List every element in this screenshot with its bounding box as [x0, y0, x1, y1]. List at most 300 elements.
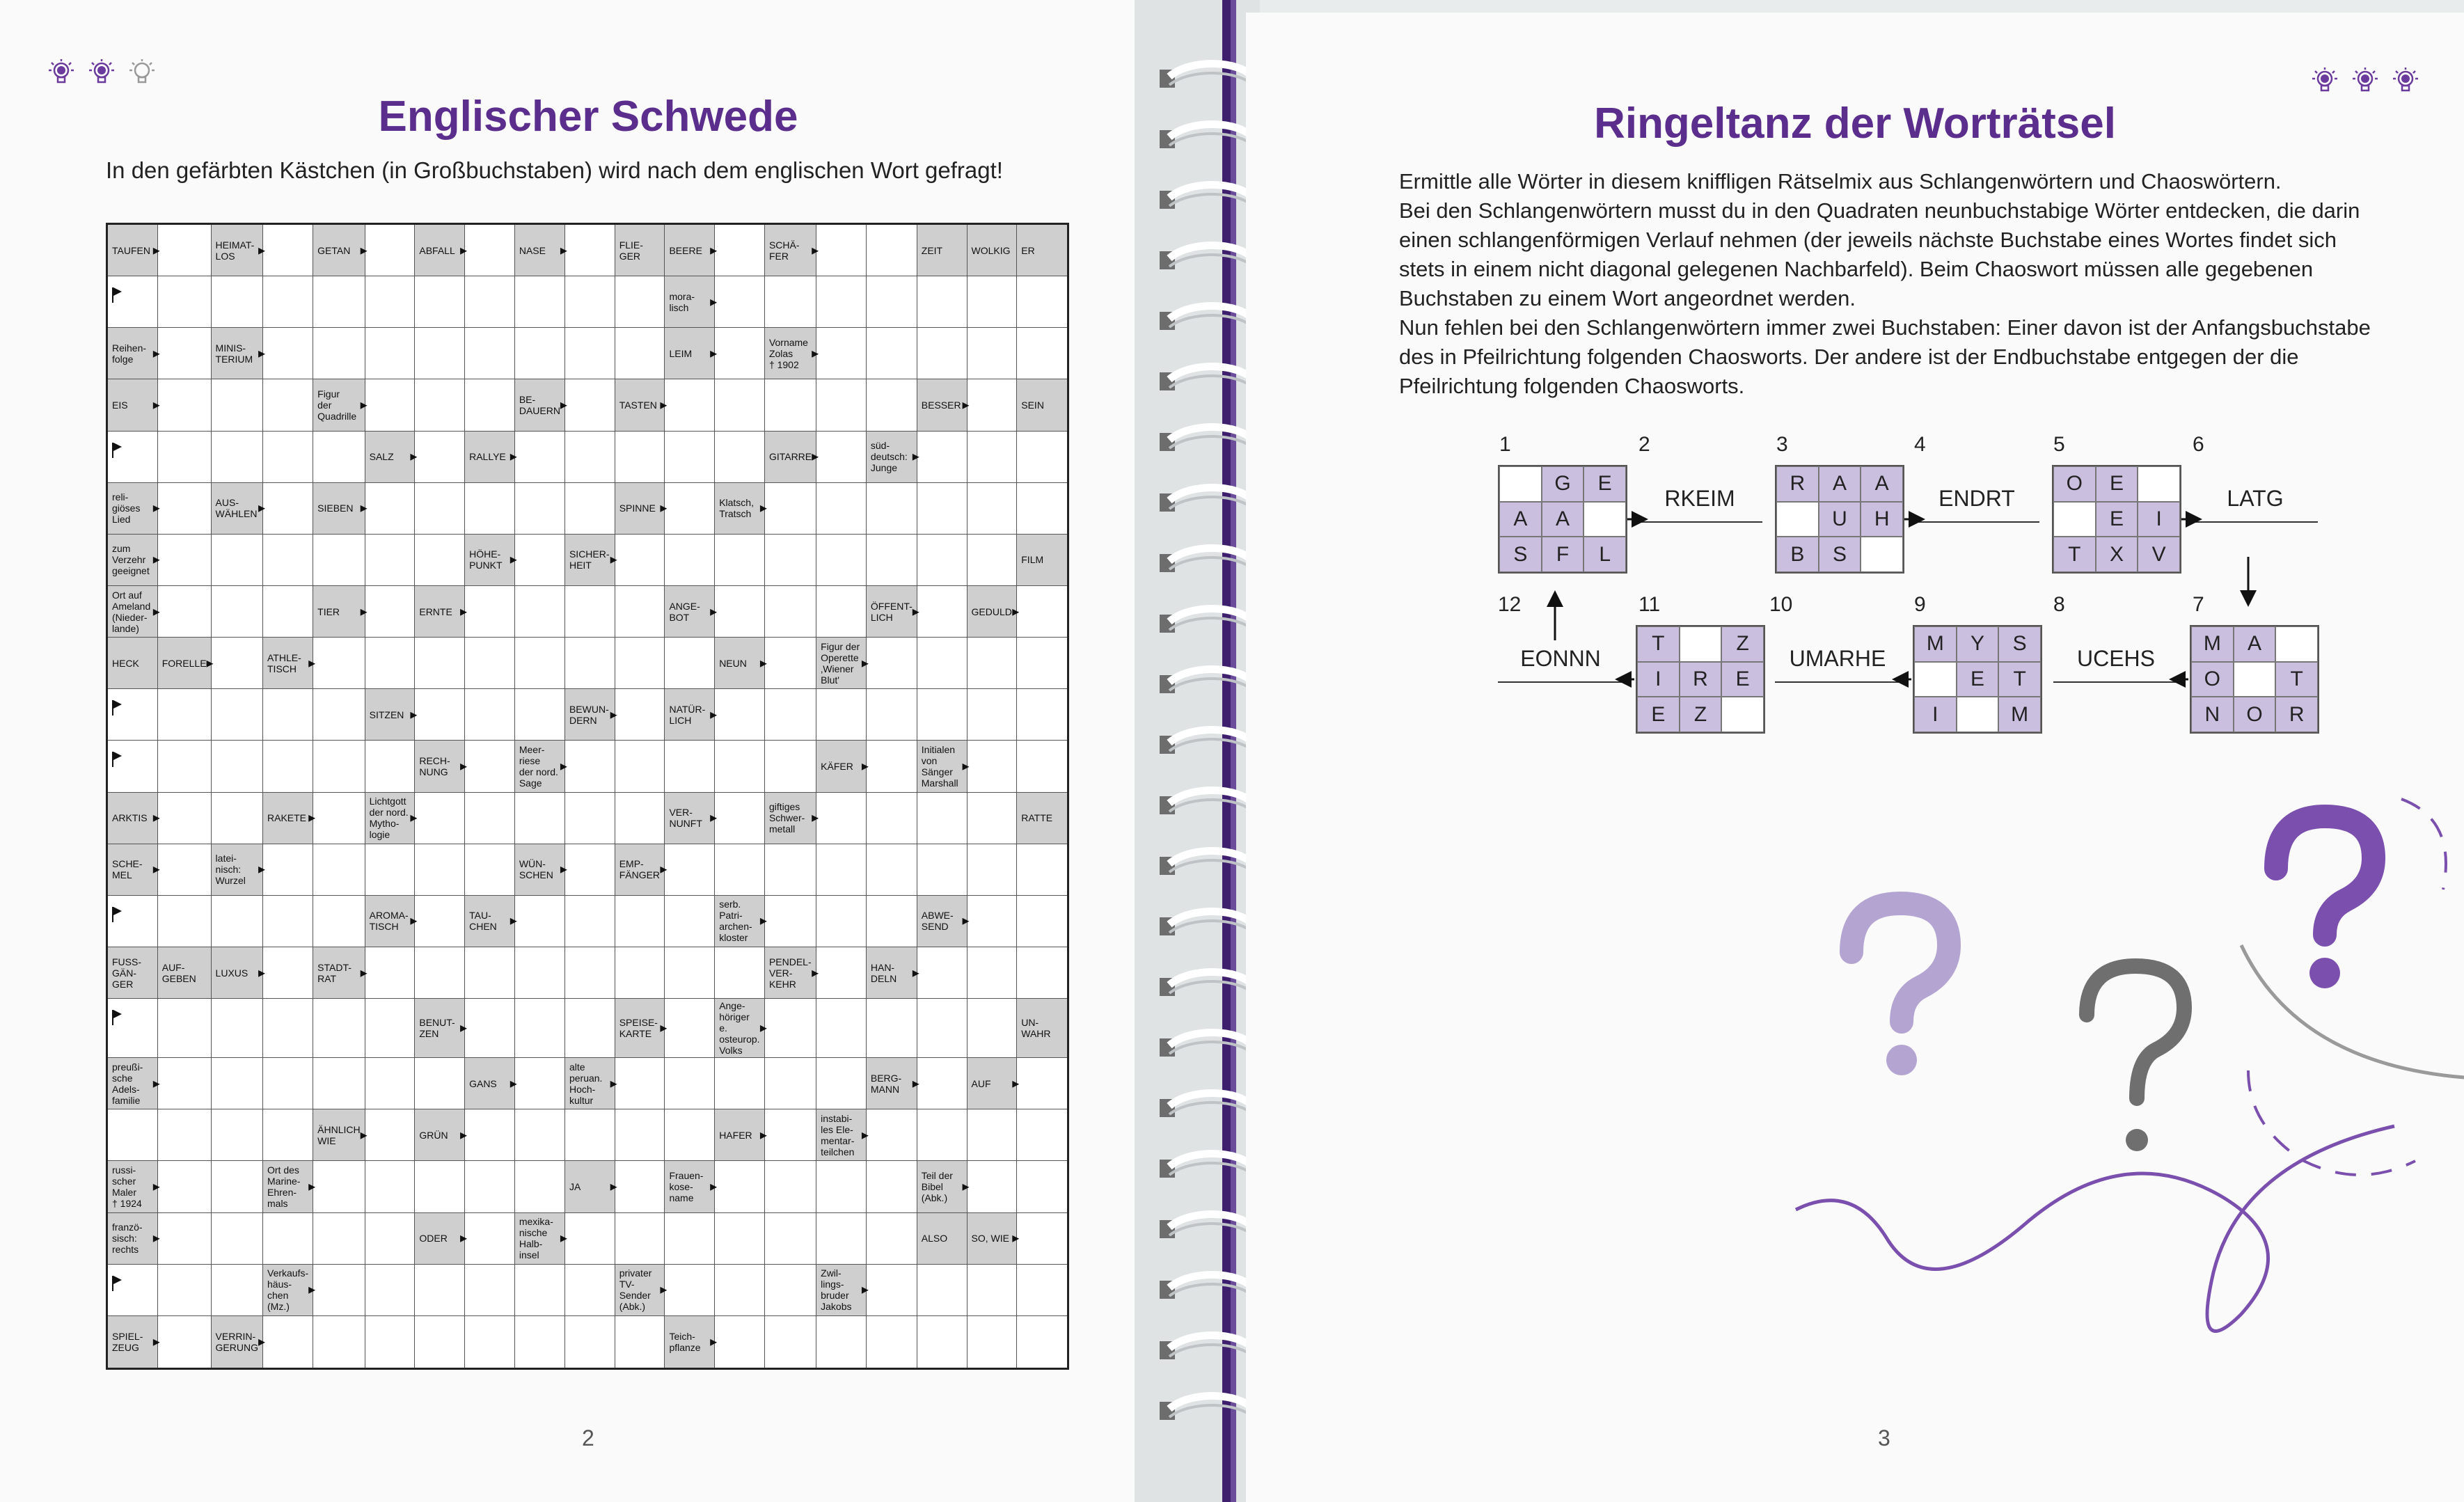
clue-cell: Vorname Zolas † 1902 ▸	[765, 328, 816, 379]
answer-cell	[263, 741, 313, 792]
answer-cell	[816, 328, 867, 379]
answer-cell	[212, 896, 263, 947]
answer-cell	[158, 741, 212, 792]
answer-cell	[212, 999, 263, 1058]
answer-cell	[365, 586, 416, 638]
answer-cell	[313, 689, 365, 741]
letter-cell: E	[1957, 662, 1999, 697]
arrow-right-icon: ▸	[410, 449, 418, 465]
answer-cell	[765, 896, 816, 947]
letter-cell: R	[2275, 697, 2318, 732]
letter-cell: S	[1819, 537, 1861, 572]
answer-cell	[415, 379, 465, 431]
letter-cell: A	[1542, 502, 1584, 537]
clue-cell: HECK	[108, 638, 158, 689]
answer-cell	[665, 379, 715, 431]
clue-cell: WÜN- SCHEN ▸	[515, 844, 565, 896]
answer-cell	[816, 689, 867, 741]
answer-cell	[263, 999, 313, 1058]
answer-cell	[765, 276, 816, 328]
answer-cell	[108, 276, 158, 328]
answer-cell	[765, 999, 816, 1058]
answer-cell	[665, 432, 715, 483]
answer-cell	[1017, 1265, 1067, 1316]
answer-cell	[108, 1265, 158, 1316]
answer-cell	[968, 1109, 1018, 1161]
clue-cell: ABWE- SEND ▸	[917, 896, 968, 947]
answer-cell	[665, 1109, 715, 1161]
clue-cell: mora- lisch ▸	[665, 276, 715, 328]
puzzle-number: 8	[2053, 593, 2065, 616]
arrow-right-icon: ▸	[812, 965, 819, 981]
clue-cell: reli- giöses Lied ▸	[108, 483, 158, 535]
arrow-right-icon: ▸	[360, 397, 368, 413]
answer-cell	[465, 999, 515, 1058]
answer-cell	[1017, 689, 1067, 741]
letter-cell: Z	[1680, 697, 1722, 732]
answer-cell	[313, 1213, 365, 1265]
arrow-right-icon: ▸	[962, 758, 970, 774]
letter-cell: I	[2138, 502, 2180, 537]
answer-cell	[515, 793, 565, 844]
instruction-text: In den gefärbten Kästchen (in Großbuchstaben) wird nach dem englischen Wort gefragt!	[106, 157, 1003, 183]
answer-cell	[313, 276, 365, 328]
answer-cell	[158, 689, 212, 741]
answer-cell	[715, 379, 765, 431]
arrow-right-icon: ▸	[560, 242, 567, 258]
answer-cell	[263, 379, 313, 431]
answer-cell	[665, 1265, 715, 1316]
arrow-right-icon: ▸	[510, 913, 517, 929]
clue-cell: BE- DAUERN ▸	[515, 379, 565, 431]
answer-cell	[515, 276, 565, 328]
answer-cell	[465, 1109, 515, 1161]
clue-cell: AUF- GEBEN	[158, 947, 212, 999]
answer-cell	[917, 1109, 968, 1161]
answer-cell	[615, 947, 665, 999]
puzzle-number: 9	[1914, 593, 1926, 616]
answer-cell	[158, 1058, 212, 1109]
answer-cell	[212, 379, 263, 431]
puzzle-number: 7	[2193, 593, 2204, 616]
clue-cell: GITARRE ▸	[765, 432, 816, 483]
clue-cell: SITZEN ▸	[365, 689, 416, 741]
arrow-right-icon: ▸	[710, 1334, 718, 1350]
answer-cell	[515, 586, 565, 638]
answer-cell	[715, 844, 765, 896]
answer-cell	[565, 379, 615, 431]
chaos-word-12: EONNN	[1498, 646, 1623, 683]
clue-cell: NATÜR- LICH ▸	[665, 689, 715, 741]
answer-cell	[615, 432, 665, 483]
answer-cell	[968, 793, 1018, 844]
answer-cell	[565, 276, 615, 328]
arrow-right-icon: ▸	[560, 758, 567, 774]
clue-cell: süd- deutsch: Junge ▸	[867, 432, 917, 483]
arrow-right-icon: ▸	[152, 345, 160, 361]
answer-cell	[917, 844, 968, 896]
answer-cell	[565, 793, 615, 844]
clue-cell: RAKETE ▸	[263, 793, 313, 844]
clue-cell: SPINNE ▸	[615, 483, 665, 535]
answer-cell	[867, 379, 917, 431]
answer-cell	[415, 1265, 465, 1316]
clue-cell: Ange- höriger e. osteurop. Volks ▸	[715, 999, 765, 1058]
answer-cell	[968, 328, 1018, 379]
answer-cell	[615, 896, 665, 947]
clue-cell: FLIE- GER	[615, 225, 665, 276]
answer-cell	[715, 793, 765, 844]
answer-cell	[365, 1316, 416, 1368]
page-title: Ringeltanz der Worträtsel	[1594, 100, 2116, 148]
clue-cell: FUSS- GÄN- GER	[108, 947, 158, 999]
answer-cell	[867, 1213, 917, 1265]
letter-cell: A	[1499, 502, 1542, 537]
answer-cell	[313, 1265, 365, 1316]
arrow-right-icon: ▸	[152, 500, 160, 516]
answer-cell	[867, 1109, 917, 1161]
answer-cell	[968, 535, 1018, 586]
answer-cell	[465, 483, 515, 535]
answer-cell	[515, 1265, 565, 1316]
clue-cell: giftiges Schwer- metall ▸	[765, 793, 816, 844]
letter-cell: E	[1584, 466, 1626, 502]
letter-cell: R	[1776, 466, 1819, 502]
arrow-right-icon: ▸	[759, 1020, 767, 1036]
answer-cell	[765, 1161, 816, 1212]
answer-cell	[565, 638, 615, 689]
answer-cell	[968, 276, 1018, 328]
letter-cell: A	[1861, 466, 1903, 502]
answer-cell	[415, 483, 465, 535]
answer-cell	[465, 328, 515, 379]
answer-cell	[1017, 276, 1067, 328]
clue-cell: MINIS- TERIUM ▸	[212, 328, 263, 379]
arrow-right-icon: ▸	[152, 1075, 160, 1091]
clue-cell: SPIEL- ZEUG ▸	[108, 1316, 158, 1368]
puzzle-number: 1	[1499, 433, 1511, 456]
answer-cell	[515, 999, 565, 1058]
arrow-right-icon: ▸	[460, 1127, 468, 1143]
arrow-right-icon: ▸	[1012, 603, 1020, 619]
intro-paragraph: Ermittle alle Wörter in diesem kniffligen Rätselmix aus Schlangenwörtern und Chaoswörtern.	[1399, 169, 2282, 193]
arrow-right-icon: ▸	[152, 862, 160, 878]
answer-cell	[313, 793, 365, 844]
answer-cell	[765, 1058, 816, 1109]
answer-cell	[867, 483, 917, 535]
arrow-right-icon: ▸	[460, 758, 468, 774]
clue-cell: Figur der Quadrille ▸	[313, 379, 365, 431]
letter-cell: M	[2191, 626, 2234, 662]
answer-cell	[415, 432, 465, 483]
chaos-word-4: ENDRT	[1914, 486, 2039, 523]
puzzle-number: 5	[2053, 433, 2065, 456]
letter-cell: E	[1721, 662, 1764, 697]
clue-cell: Teil der Bibel (Abk.) ▸	[917, 1161, 968, 1212]
answer-cell	[158, 379, 212, 431]
answer-cell	[565, 225, 615, 276]
answer-cell	[565, 999, 615, 1058]
answer-cell	[465, 379, 515, 431]
clue-cell: ODER ▸	[415, 1213, 465, 1265]
letter-cell: B	[1776, 537, 1819, 572]
arrow-corner-icon	[112, 1276, 113, 1291]
answer-cell	[212, 586, 263, 638]
clue-cell: HAN- DELN ▸	[867, 947, 917, 999]
answer-cell	[158, 535, 212, 586]
clue-cell: BENUT- ZEN ▸	[415, 999, 465, 1058]
arrow-right-icon: ▸	[460, 242, 468, 258]
answer-cell	[313, 535, 365, 586]
letter-cell: E	[2096, 466, 2138, 502]
answer-cell	[565, 1316, 615, 1368]
difficulty-indicator	[46, 57, 157, 88]
clue-cell: LUXUS ▸	[212, 947, 263, 999]
letter-cell: H	[1861, 502, 1903, 537]
clue-cell: Teich- pflanze ▸	[665, 1316, 715, 1368]
answer-cell	[365, 947, 416, 999]
clue-cell: HAFER ▸	[715, 1109, 765, 1161]
answer-cell	[158, 483, 212, 535]
answer-cell	[313, 1058, 365, 1109]
letter-cell: U	[1819, 502, 1861, 537]
arrow-right-icon: ▸	[510, 552, 517, 568]
answer-cell	[212, 1213, 263, 1265]
answer-cell	[715, 432, 765, 483]
letter-cell: I	[1637, 662, 1680, 697]
answer-cell	[415, 1161, 465, 1212]
arrow-corner-icon	[112, 443, 113, 458]
answer-cell	[263, 1058, 313, 1109]
answer-cell	[1017, 328, 1067, 379]
answer-cell	[465, 689, 515, 741]
clue-cell: ÄHNLICH WIE ▸	[313, 1109, 365, 1161]
arrow-right-icon: ▸	[962, 913, 970, 929]
answer-cell	[715, 586, 765, 638]
answer-cell	[715, 741, 765, 792]
clue-cell: SO, WIE ▸	[968, 1213, 1018, 1265]
answer-cell	[158, 1213, 212, 1265]
clue-cell: ATHLE- TISCH ▸	[263, 638, 313, 689]
clue-cell: SICHER- HEIT ▸	[565, 535, 615, 586]
answer-cell	[515, 328, 565, 379]
answer-cell	[515, 896, 565, 947]
answer-cell	[917, 432, 968, 483]
letter-cell: S	[1499, 537, 1542, 572]
arrow-right-icon: ▸	[460, 603, 468, 619]
answer-cell	[867, 276, 917, 328]
answer-cell	[515, 638, 565, 689]
answer-cell	[867, 999, 917, 1058]
arrow-right-icon: ▸	[861, 1282, 869, 1298]
clue-cell: ERNTE ▸	[415, 586, 465, 638]
arrow-right-icon: ▸	[460, 1020, 468, 1036]
answer-cell	[615, 741, 665, 792]
puzzle-number: 3	[1776, 433, 1788, 456]
answer-cell	[465, 793, 515, 844]
answer-cell	[263, 276, 313, 328]
letter-cell: G	[1542, 466, 1584, 502]
letter-cell: T	[1637, 626, 1680, 662]
arrow-right-icon: ▸	[912, 1075, 919, 1091]
answer-cell	[615, 535, 665, 586]
answer-cell	[615, 689, 665, 741]
clue-cell: LEIM ▸	[665, 328, 715, 379]
answer-cell	[108, 999, 158, 1058]
arrow-right-icon: ▸	[360, 603, 368, 619]
answer-cell	[212, 793, 263, 844]
arrow-right-icon: ▸	[1012, 1075, 1020, 1091]
answer-cell	[263, 586, 313, 638]
clue-cell: FILM	[1017, 535, 1067, 586]
word-puzzle	[1246, 13, 2464, 778]
answer-cell	[917, 586, 968, 638]
arrow-right-icon: ▸	[1012, 1231, 1020, 1247]
answer-cell	[816, 276, 867, 328]
answer-cell	[968, 379, 1018, 431]
answer-cell	[867, 535, 917, 586]
answer-cell	[765, 483, 816, 535]
question-mark-decoration	[1789, 778, 2464, 1335]
answer-cell	[515, 432, 565, 483]
arrow-right-icon: ▸	[660, 1282, 668, 1298]
answer-cell	[365, 1058, 416, 1109]
arrow-corner-icon	[112, 700, 113, 716]
answer-cell	[715, 947, 765, 999]
answer-cell	[1017, 896, 1067, 947]
answer-cell	[158, 1265, 212, 1316]
clue-cell: AUS- WÄHLEN ▸	[212, 483, 263, 535]
answer-cell	[816, 586, 867, 638]
answer-cell	[968, 1161, 1018, 1212]
letter-cell: E	[1637, 697, 1680, 732]
answer-cell	[365, 1109, 416, 1161]
answer-cell	[415, 947, 465, 999]
arrow-right-icon: ▸	[660, 862, 668, 878]
answer-cell	[867, 1161, 917, 1212]
answer-cell	[108, 432, 158, 483]
letter-cell: O	[2191, 662, 2234, 697]
arrow-right-icon: ▸	[258, 242, 265, 258]
answer-cell	[615, 276, 665, 328]
arrow-right-icon: ▸	[812, 242, 819, 258]
answer-cell	[816, 1058, 867, 1109]
answer-cell	[365, 276, 416, 328]
answer-cell	[263, 225, 313, 276]
answer-cell	[158, 793, 212, 844]
answer-cell	[365, 535, 416, 586]
answer-cell	[565, 328, 615, 379]
answer-cell	[1017, 947, 1067, 999]
answer-cell	[968, 689, 1018, 741]
arrow-right-icon: ▸	[410, 810, 418, 826]
puzzle-number: 6	[2193, 433, 2204, 456]
clue-cell: ER	[1017, 225, 1067, 276]
answer-cell	[313, 432, 365, 483]
answer-cell	[917, 276, 968, 328]
answer-cell	[108, 689, 158, 741]
clue-cell: Frauen- kose- name ▸	[665, 1161, 715, 1212]
answer-cell	[212, 1161, 263, 1212]
answer-cell	[263, 1213, 313, 1265]
answer-cell	[515, 1109, 565, 1161]
arrow-right-icon: ▸	[560, 862, 567, 878]
clue-cell: zum Verzehr geeignet ▸	[108, 535, 158, 586]
answer-cell	[715, 1213, 765, 1265]
arrow-right-icon: ▸	[660, 1020, 668, 1036]
puzzle-number: 11	[1638, 593, 1661, 616]
letter-cell: T	[2053, 537, 2096, 572]
clue-cell: FORELLE ▸	[158, 638, 212, 689]
clue-cell: privater TV- Sender (Abk.) ▸	[615, 1265, 665, 1316]
answer-cell	[917, 999, 968, 1058]
answer-cell	[816, 844, 867, 896]
arrow-corner-icon	[112, 752, 113, 767]
answer-cell	[665, 535, 715, 586]
arrow-right-icon: ▸	[410, 706, 418, 722]
clue-cell: GANS ▸	[465, 1058, 515, 1109]
answer-cell	[816, 1213, 867, 1265]
arrow-right-icon: ▸	[152, 397, 160, 413]
answer-cell	[816, 947, 867, 999]
clue-cell: JA ▸	[565, 1161, 615, 1212]
answer-cell	[565, 1109, 615, 1161]
answer-cell	[1017, 741, 1067, 792]
clue-cell: BEWUN- DERN ▸	[565, 689, 615, 741]
answer-cell	[867, 793, 917, 844]
answer-cell	[108, 1109, 158, 1161]
answer-cell	[565, 947, 615, 999]
answer-cell	[867, 1265, 917, 1316]
answer-cell	[565, 432, 615, 483]
arrow-right-icon: ▸	[759, 655, 767, 671]
clue-cell: ANGE- BOT ▸	[665, 586, 715, 638]
answer-cell	[615, 328, 665, 379]
answer-cell	[665, 483, 715, 535]
arrow-right-icon: ▸	[962, 397, 970, 413]
clue-cell: mexika- nische Halb- insel ▸	[515, 1213, 565, 1265]
answer-cell	[765, 741, 816, 792]
intro-paragraph: Nun fehlen bei den Schlangenwörtern immer zwei Buchstaben: Einer davon ist der Anfangsbuchstabe des in Pfeilrichtung folgenden Chaosworts. Der andere ist der Endbuchstabe entgegen der die Pfeilrichtung folgenden Chaosworts.	[1399, 315, 2371, 398]
answer-cell	[465, 1265, 515, 1316]
arrow-right-icon: ▸	[258, 345, 265, 361]
answer-cell	[515, 1316, 565, 1368]
clue-cell: NASE ▸	[515, 225, 565, 276]
clue-cell: Klatsch, Tratsch ▸	[715, 483, 765, 535]
answer-cell	[365, 844, 416, 896]
page-number: 3	[1878, 1425, 1890, 1450]
answer-cell	[212, 638, 263, 689]
letter-cell: L	[1584, 537, 1626, 572]
answer-cell	[263, 328, 313, 379]
answer-cell	[415, 793, 465, 844]
answer-cell	[867, 328, 917, 379]
arrow-right-icon: ▸	[710, 706, 718, 722]
clue-cell: Verkaufs- häus- chen (Mz.) ▸	[263, 1265, 313, 1316]
answer-cell	[615, 1058, 665, 1109]
answer-cell	[158, 328, 212, 379]
clue-cell: BESSER ▸	[917, 379, 968, 431]
letter-cell: O	[2053, 466, 2096, 502]
clue-cell: TAUFEN ▸	[108, 225, 158, 276]
clue-cell: KÄFER ▸	[816, 741, 867, 792]
answer-cell	[565, 741, 615, 792]
answer-cell	[212, 1265, 263, 1316]
arrow-right-icon: ▸	[152, 1231, 160, 1247]
answer-cell	[212, 689, 263, 741]
letter-cell: Y	[1957, 626, 1999, 662]
arrow-right-icon: ▸	[410, 913, 418, 929]
